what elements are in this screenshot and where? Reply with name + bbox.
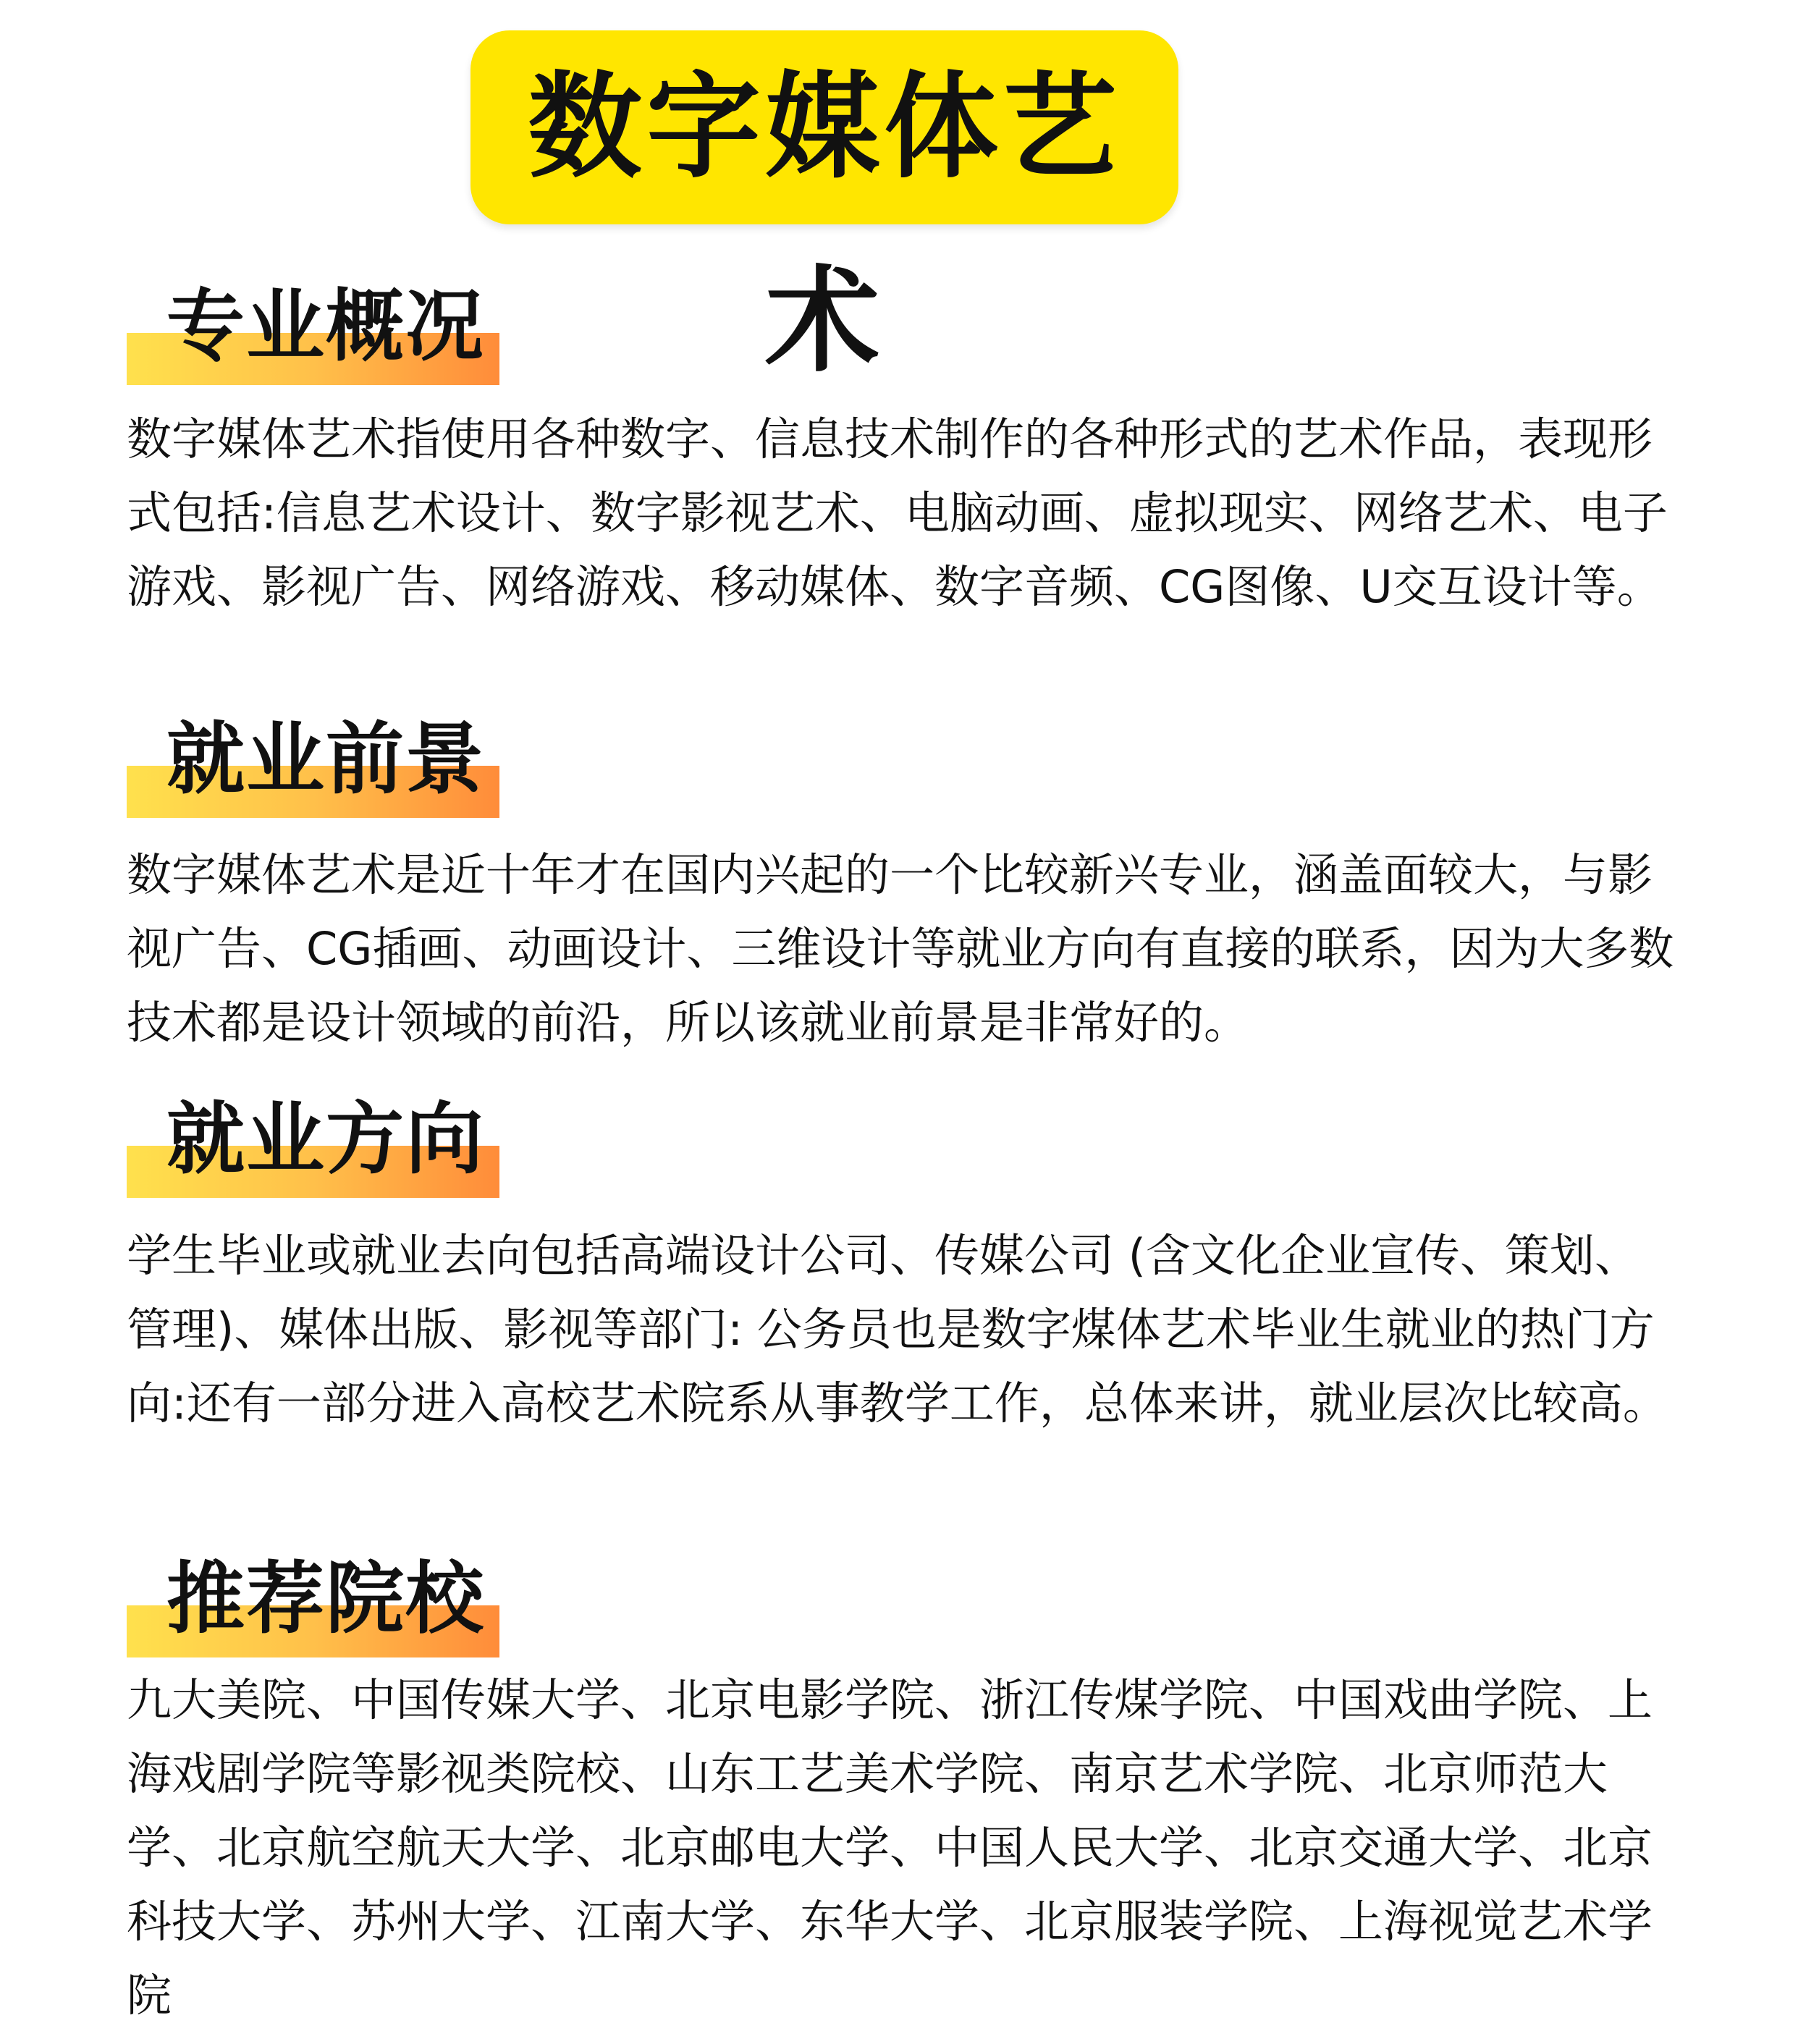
section-heading-prospects xyxy=(127,714,499,818)
section-heading-schools xyxy=(127,1556,499,1657)
page-title: 数字媒体艺术 xyxy=(528,61,1121,388)
section-body-overview: 数字媒体艺术指使用各种数字、信息技术制作的各种形式的艺术作品，表现形式包括:信息艺术设计、数字影视艺术、电脑动画、虚拟现实、网络艺术、电子游戏、影视广告、网络游戏、移动媒体、数字音频、CG图像、U交互设计等。 xyxy=(127,413,1668,613)
section-heading-overview xyxy=(127,284,499,385)
section-heading-text: 就业前景 xyxy=(166,714,486,805)
section-heading-text: 推荐院校 xyxy=(166,1554,486,1644)
section-heading-text: 就业方向 xyxy=(166,1094,486,1185)
section-body-prospects: 数字媒体艺术是近十年才在国内兴起的一个比较新兴专业，涵盖面较大，与影视广告、CG插画、动画设计、三维设计等就业方向有直接的联系，因为大多数技术都是设计领域的前沿，所以该就业前景是非常好的。 xyxy=(127,848,1674,1049)
section-heading-text: 专业概况 xyxy=(166,282,486,372)
section-body-directions: 学生毕业或就业去向包括高端设计公司、传媒公司 (含文化企业宣传、策划、管理)、媒体出版、影视等部门: 公务员也是数字煤体艺术毕业生就业的热门方向:还有一部分进入高校艺术院系从事教学工作，总体来讲，就业层次比较高。 xyxy=(127,1229,1668,1429)
section-heading-directions xyxy=(127,1094,499,1198)
section-body-schools: 九大美院、中国传媒大学、北京电影学院、浙江传煤学院、中国戏曲学院、上海戏剧学院等影视类院校、山东工艺美术学院、南京艺术学院、北京师范大学、北京航空航天大学、北京邮电大学、中国人民大学、北京交通大学、北京科技大学、苏州大学、江南大学、东华大学、北京服装学院、上海视觉艺术学院 xyxy=(127,1673,1653,2022)
